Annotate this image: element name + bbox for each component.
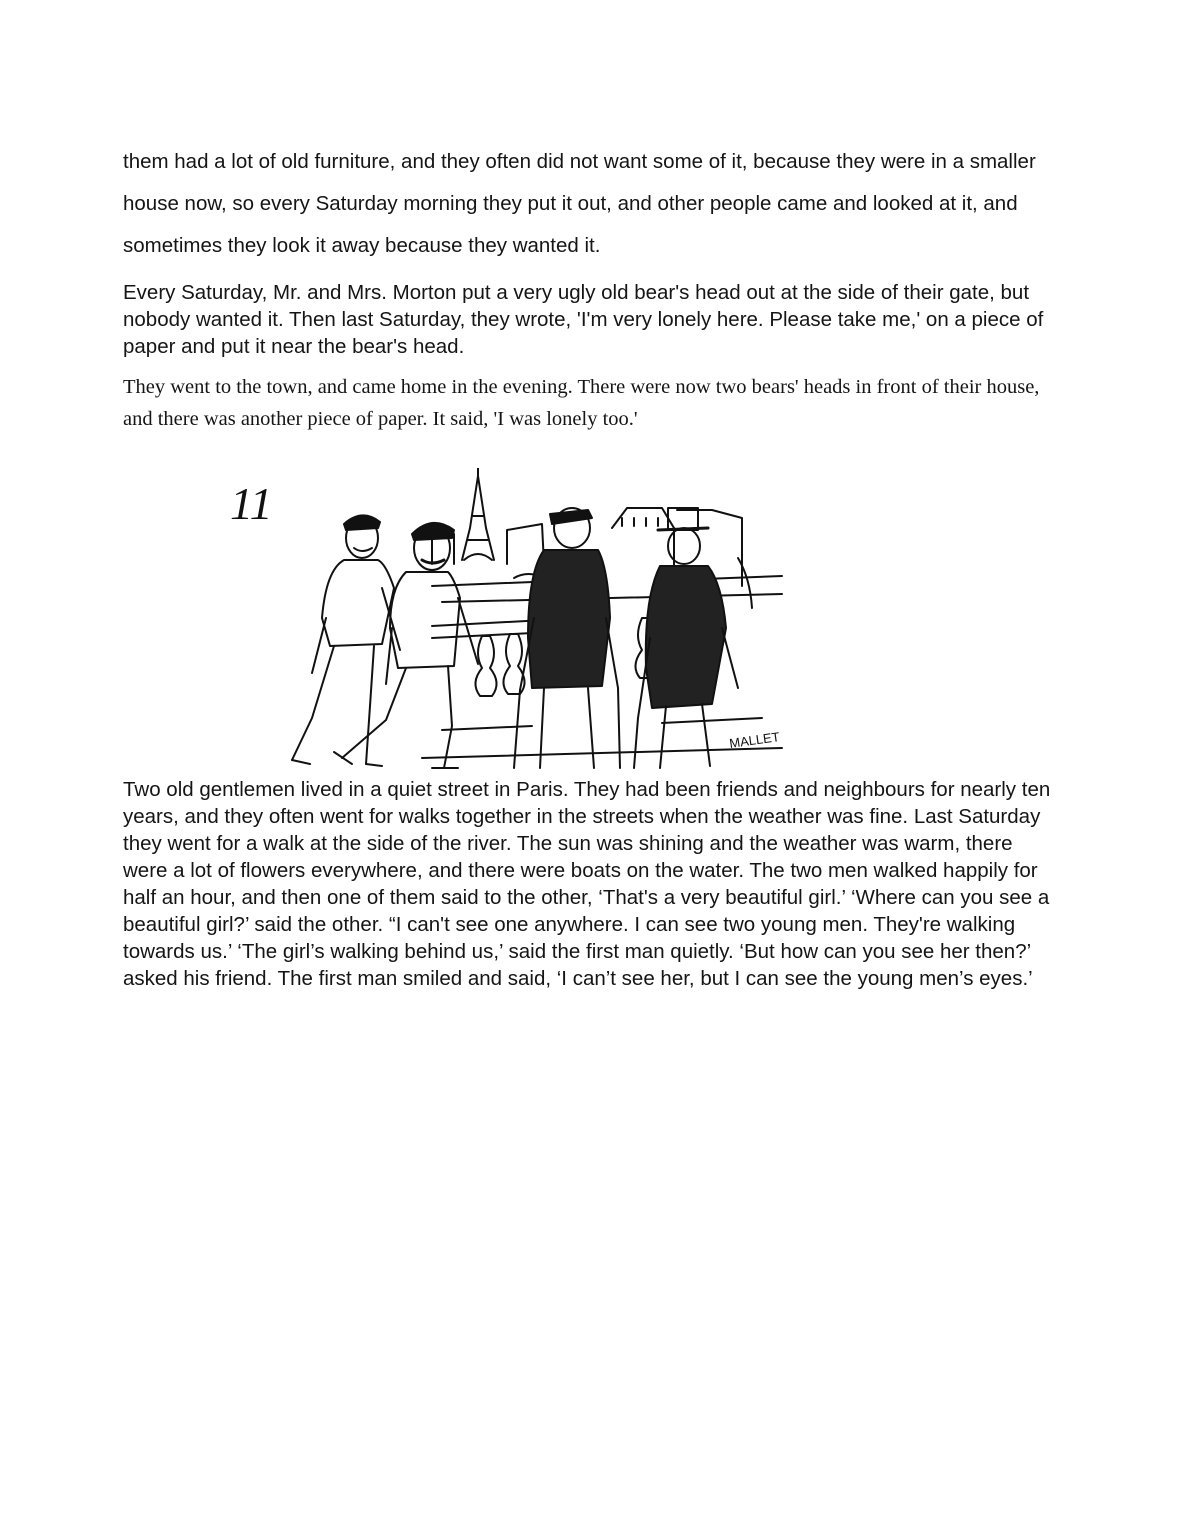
paragraph-lonely-too: They went to the town, and came home in the evening. There were now two bears' heads in front of their house, and there was another piece of paper. It said, 'I was lonely too.'	[123, 376, 1040, 430]
story-number: 11	[230, 478, 273, 529]
paragraph-two-gentlemen: Two old gentlemen lived in a quiet street in Paris. They had been friends and neighbours for nearly ten years, and they often went for walks together in the streets when the weather was fine. Last Saturday they went for a walk at the side of the river. The sun was shining and the weather was warm, there were a lot of flowers everywhere, and there were boats on the water. The two men walked happily for half an hour, and then one of them said to the other, ‘That's a very beautiful girl.’ ‘Where can you see a beautiful girl?’ said the other. “I can't see one anywhere. I can see two young men. They're walking towards us.’ ‘The girl’s walking behind us,’ said the first man quietly. ‘But how can you see her then?’ asked his friend. The first man smiled and said, ‘I can’t see her, but I can see the young men’s eyes.’	[123, 778, 1051, 990]
paris-walk-illustration	[282, 468, 792, 773]
illustration-drawing	[282, 468, 792, 773]
paragraph-furniture: them had a lot of old furniture, and they often did not want some of it, because they were in a smaller house now, so every Saturday morning they put it out, and other people came and looked at it, and sometimes they look it away because they wanted it.	[123, 150, 1036, 257]
paragraph-bear-head: Every Saturday, Mr. and Mrs. Morton put a very ugly old bear's head out at the side of their gate, but nobody wanted it. Then last Saturday, they wrote, 'I'm very lonely here. Please take me,' on a piece of paper and put it near the bear's head.	[123, 281, 1044, 358]
illustration-signature: MALLET	[728, 729, 781, 751]
